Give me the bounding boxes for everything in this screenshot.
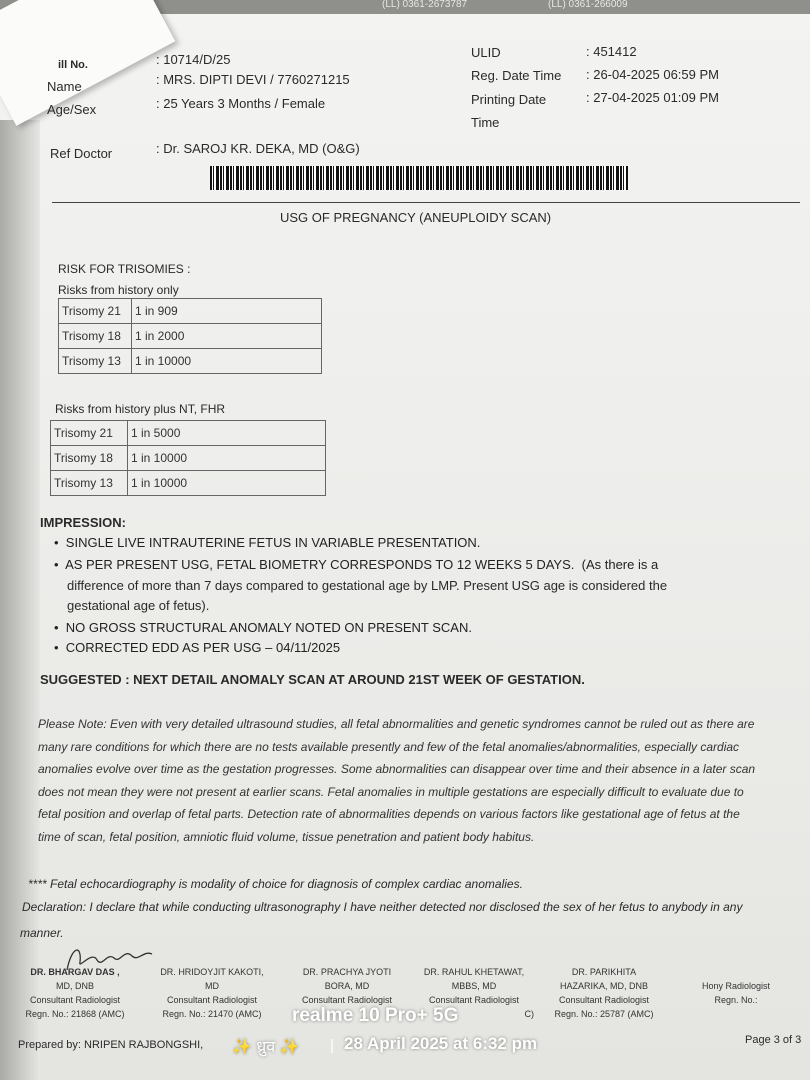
doctor-degree: MD, DNB [56, 981, 94, 991]
doctor-role: Consultant Radiologist [29, 995, 121, 1005]
doctor-5 [544, 965, 664, 1021]
impression-bullet-2: • AS PER PRESENT USG, FETAL BIOMETRY CORRESPONDS TO 12 WEEKS 5 DAYS. (As there is a [54, 557, 659, 572]
risk-label: Trisomy 21 [59, 299, 132, 324]
ref-doctor-value: : Dr. SAROJ KR. DEKA, MD (O&G) [156, 141, 360, 156]
impression-text-2c: difference of more than 7 days compared to gestational age by LMP. Present USG age is considered the [67, 578, 668, 593]
note-line: many rare conditions for which there are no tests available presently and few of the fetal anomalies/abnormalities, especially cardiac [38, 739, 740, 754]
risk-value: 1 in 5000 [128, 421, 326, 446]
camera-datetime-watermark: 28 April 2025 at 6:32 pm [344, 1034, 538, 1053]
name-value: : MRS. DIPTI DEVI / 7760271215 [156, 72, 350, 87]
doctor-degree: HAZARIKA, MD, DNB [559, 981, 648, 991]
doctor-degree: BORA, MD [324, 981, 370, 991]
echo-note: **** Fetal echocardiography is modality of choice for diagnosis of complex cardiac anomalies. [28, 877, 523, 891]
ulid-value: : 451412 [586, 44, 637, 59]
risk-value: 1 in 2000 [132, 324, 322, 349]
doctor-reg: Regn. No.: 21868 (AMC) [25, 1009, 125, 1019]
reg-date-label: Reg. Date Time [471, 68, 562, 83]
declaration-line2: manner. [20, 926, 64, 940]
table-row [51, 471, 326, 496]
nt-risk-table [50, 420, 326, 496]
ref-doctor-label: Ref Doctor [50, 146, 113, 161]
impression-bullet-4: • CORRECTED EDD AS PER USG – 04/11/2025 [54, 640, 341, 655]
impression-text-2b: (As there is a [581, 557, 659, 572]
suggested-text: SUGGESTED : NEXT DETAIL ANOMALY SCAN AT AROUND 21ST WEEK OF GESTATION. [40, 672, 585, 687]
doctor-reg: C) [524, 1009, 534, 1019]
bill-label: ill No. [58, 59, 88, 71]
bill-value: : 10714/D/25 [156, 52, 231, 67]
doctor-role: Consultant Radiologist [558, 995, 650, 1005]
doctor-name: DR. RAHUL KHETAWAT, [423, 967, 525, 977]
name-label: Name [47, 79, 82, 94]
risk-value: 1 in 909 [132, 299, 322, 324]
risk-label: Trisomy 13 [59, 349, 132, 374]
impression-bullet-1: • SINGLE LIVE INTRAUTERINE FETUS IN VARIABLE PRESENTATION. [54, 535, 481, 550]
doctor-degree: MBBS, MD [451, 981, 497, 991]
impression-text-1: SINGLE LIVE INTRAUTERINE FETUS IN VARIABLE PRESENTATION. [65, 535, 481, 550]
doctor-degree: Hony Radiologist [701, 981, 771, 991]
report-title: USG OF PREGNANCY (ANEUPLOIDY SCAN) [280, 210, 552, 225]
disclaimer-note [38, 713, 800, 848]
history-risk-table [58, 298, 322, 374]
phone-number-2: (LL) 0361-266009 [548, 0, 628, 10]
doctor-name: DR. PRACHYA JYOTI [302, 967, 392, 977]
printing-time-label: Time [471, 115, 500, 130]
impression-bullet-3: • NO GROSS STRUCTURAL ANOMALY NOTED ON PRESENT SCAN. [54, 620, 472, 635]
printing-date-value: : 27-04-2025 01:09 PM [586, 90, 719, 105]
impression-text-2d: gestational age of fetus). [67, 598, 210, 613]
doctor-role: Consultant Radiologist [301, 995, 393, 1005]
phone-number-1: (LL) 0361-2673787 [382, 0, 468, 10]
watermark-divider: | [330, 1037, 334, 1054]
risk-value: 1 in 10000 [128, 446, 326, 471]
printing-date-label: Printing Date [471, 92, 547, 107]
nt-risk-heading: Risks from history plus NT, FHR [55, 402, 226, 416]
doctor-name: DR. BHARGAV DAS , [30, 967, 120, 977]
declaration-line1: Declaration: I declare that while conducting ultrasonography I have neither detected nor disclosed the sex of her fetus to anybody in any [22, 900, 743, 914]
impression-text-2a: AS PER PRESENT USG, FETAL BIOMETRY CORRESPONDS TO 12 WEEKS 5 DAYS. [65, 557, 575, 572]
agesex-label: Age/Sex [47, 102, 97, 117]
note-line: Please Note: Even with very detailed ultrasound studies, all fetal abnormalities and genetic syndromes cannot be ruled out as there are [38, 717, 755, 731]
impression-text-3: NO GROSS STRUCTURAL ANOMALY NOTED ON PRESENT SCAN. [65, 620, 472, 635]
note-line: does not mean they were not present at earlier scans. Fetal anomalies in multiple gestations are especially difficult to evaluate due to [38, 784, 744, 799]
table-row [59, 324, 322, 349]
doctor-name: DR. PARIKHITA [571, 967, 637, 977]
agesex-value: : 25 Years 3 Months / Female [156, 96, 326, 111]
doctor-name: DR. HRIDOYJIT KAKOTI, [160, 967, 264, 977]
note-line: anomalies evolve over time as the gestation progresses. Some abnormalities can disappear over time and their absence in a later scan [38, 762, 756, 776]
reg-date-value: : 26-04-2025 06:59 PM [586, 67, 719, 82]
doctor-role: Consultant Radiologist [166, 995, 258, 1005]
risk-label: Trisomy 18 [51, 446, 128, 471]
header-divider [52, 202, 800, 203]
camera-stars-watermark: ✨ ध्रुव ✨ [232, 1039, 300, 1056]
doctor-reg: Regn. No.: 25787 (AMC) [554, 1009, 654, 1019]
risk-label: Trisomy 21 [51, 421, 128, 446]
prepared-by: Prepared by: NRIPEN RAJBONGSHI, [18, 1039, 204, 1051]
table-row [59, 349, 322, 374]
doctor-3 [290, 965, 404, 1007]
barcode [210, 166, 628, 190]
history-risk-heading: Risks from history only [58, 283, 179, 297]
doctor-role: Regn. No.: [714, 995, 758, 1005]
doctor-2 [152, 965, 272, 1021]
page-number: Page 3 of 3 [745, 1034, 802, 1046]
doctor-role: Consultant Radiologist [428, 995, 520, 1005]
risk-label: Trisomy 13 [51, 471, 128, 496]
risk-label: Trisomy 18 [59, 324, 132, 349]
doctor-1 [20, 965, 130, 1021]
note-line: fetal position and overlap of fetal parts. Detection rate of abnormalities depends on various factors like gestational age of fetus at the [38, 807, 740, 821]
table-row [51, 421, 326, 446]
note-line: time of scan, fetal position, amniotic fluid volume, tissue penetration and patient body habitus. [38, 829, 535, 844]
risk-value: 1 in 10000 [132, 349, 322, 374]
impression-heading: IMPRESSION: [40, 515, 126, 530]
camera-model-watermark: realme 10 Pro+ 5G [292, 1005, 459, 1026]
doctor-degree: MD [205, 981, 219, 991]
table-row [59, 299, 322, 324]
doctor-6 [686, 979, 786, 1007]
table-row [51, 446, 326, 471]
risk-heading: RISK FOR TRISOMIES : [58, 262, 191, 276]
impression-text-4: CORRECTED EDD AS PER USG – 04/11/2025 [65, 640, 341, 655]
doctor-reg: Regn. No.: 21470 (AMC) [162, 1009, 262, 1019]
ulid-label: ULID [471, 45, 501, 60]
risk-value: 1 in 10000 [128, 471, 326, 496]
